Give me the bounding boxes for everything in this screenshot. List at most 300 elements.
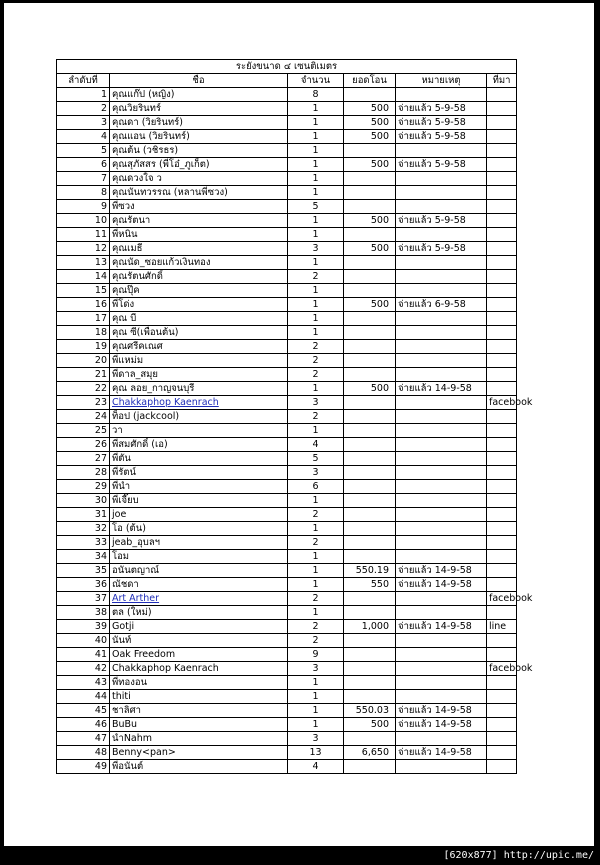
cell-no: 11 bbox=[57, 228, 110, 242]
cell-name: พี่หนิน bbox=[110, 228, 288, 242]
cell-source bbox=[487, 270, 517, 284]
cell-name: คุณนันทวรรณ (หลานพี่ซวง) bbox=[110, 186, 288, 200]
table-row bbox=[57, 662, 517, 676]
table-row bbox=[57, 410, 517, 424]
cell-qty: 1 bbox=[288, 284, 344, 298]
table-row bbox=[57, 634, 517, 648]
cell-qty: 3 bbox=[288, 396, 344, 410]
cell-no: 39 bbox=[57, 620, 110, 634]
table-row bbox=[57, 732, 517, 746]
cell-name: คุณแอน (วิยรินทร์) bbox=[110, 130, 288, 144]
cell-name: ณัชดา bbox=[110, 578, 288, 592]
table-row bbox=[57, 242, 517, 256]
header-amount: ยอดโอน bbox=[344, 74, 396, 88]
header-note: หมายเหตุ bbox=[396, 74, 487, 88]
cell-qty: 1 bbox=[288, 158, 344, 172]
cell-no: 45 bbox=[57, 704, 110, 718]
cell-name: พี่สมศักดิ์ (เอ) bbox=[110, 438, 288, 452]
cell-amount: 500 bbox=[344, 116, 396, 130]
cell-name: นันท์ bbox=[110, 634, 288, 648]
table-row bbox=[57, 606, 517, 620]
profile-link[interactable]: Chakkaphop Kaenrach bbox=[112, 397, 219, 408]
cell-source bbox=[487, 298, 517, 312]
cell-note bbox=[396, 438, 487, 452]
cell-no: 25 bbox=[57, 424, 110, 438]
cell-note bbox=[396, 340, 487, 354]
cell-note: จ่ายแล้ว 5-9-58 bbox=[396, 158, 487, 172]
cell-amount: 500 bbox=[344, 102, 396, 116]
cell-qty: 1 bbox=[288, 578, 344, 592]
cell-amount bbox=[344, 634, 396, 648]
cell-no: 8 bbox=[57, 186, 110, 200]
cell-no: 21 bbox=[57, 368, 110, 382]
cell-amount bbox=[344, 606, 396, 620]
cell-amount bbox=[344, 354, 396, 368]
cell-note bbox=[396, 144, 487, 158]
table-row bbox=[57, 578, 517, 592]
cell-qty: 2 bbox=[288, 592, 344, 606]
cell-no: 4 bbox=[57, 130, 110, 144]
cell-no: 48 bbox=[57, 746, 110, 760]
cell-amount bbox=[344, 172, 396, 186]
header-name: ชื่อ bbox=[110, 74, 288, 88]
cell-source bbox=[487, 718, 517, 732]
cell-name: โอ (ต้น) bbox=[110, 522, 288, 536]
cell-qty: 1 bbox=[288, 186, 344, 200]
cell-note bbox=[396, 732, 487, 746]
cell-source bbox=[487, 326, 517, 340]
cell-no: 43 bbox=[57, 676, 110, 690]
cell-source bbox=[487, 452, 517, 466]
cell-name: คุณปุ๊ค bbox=[110, 284, 288, 298]
cell-source bbox=[487, 410, 517, 424]
cell-name: jeab_อุบลฯ bbox=[110, 536, 288, 550]
cell-name: คุณรัตนา bbox=[110, 214, 288, 228]
cell-name: พี่เจี๊ยบ bbox=[110, 494, 288, 508]
cell-qty: 4 bbox=[288, 760, 344, 774]
table-row bbox=[57, 424, 517, 438]
cell-qty: 2 bbox=[288, 368, 344, 382]
cell-no: 16 bbox=[57, 298, 110, 312]
cell-amount bbox=[344, 522, 396, 536]
cell-no: 30 bbox=[57, 494, 110, 508]
cell-source bbox=[487, 480, 517, 494]
cell-amount bbox=[344, 284, 396, 298]
cell-name: คุณแก๊ป (หญิง) bbox=[110, 88, 288, 102]
cell-no: 3 bbox=[57, 116, 110, 130]
cell-source bbox=[487, 578, 517, 592]
cell-note: จ่ายแล้ว 14-9-58 bbox=[396, 564, 487, 578]
cell-name: คุณดา (วิยรินทร์) bbox=[110, 116, 288, 130]
cell-amount: 500 bbox=[344, 382, 396, 396]
cell-note bbox=[396, 648, 487, 662]
cell-note bbox=[396, 326, 487, 340]
spreadsheet bbox=[56, 59, 533, 774]
cell-amount: 500 bbox=[344, 718, 396, 732]
header-qty: จำนวน bbox=[288, 74, 344, 88]
cell-name: โอม bbox=[110, 550, 288, 564]
cell-amount bbox=[344, 88, 396, 102]
cell-name[interactable] bbox=[110, 396, 288, 410]
cell-name: วา bbox=[110, 424, 288, 438]
cell-source bbox=[487, 438, 517, 452]
cell-amount bbox=[344, 410, 396, 424]
cell-qty: 1 bbox=[288, 144, 344, 158]
table-row bbox=[57, 676, 517, 690]
table-row bbox=[57, 620, 517, 634]
cell-source bbox=[487, 102, 517, 116]
cell-note bbox=[396, 424, 487, 438]
cell-note: จ่ายแล้ว 5-9-58 bbox=[396, 242, 487, 256]
cell-no: 46 bbox=[57, 718, 110, 732]
cell-name: นำNahm bbox=[110, 732, 288, 746]
cell-source bbox=[487, 606, 517, 620]
cell-no: 42 bbox=[57, 662, 110, 676]
cell-note bbox=[396, 172, 487, 186]
cell-amount bbox=[344, 480, 396, 494]
cell-name: พี่ซวง bbox=[110, 200, 288, 214]
cell-name: คุณสุภัสสร (พี่โอ๋_ภูเก็ต) bbox=[110, 158, 288, 172]
cell-no: 36 bbox=[57, 578, 110, 592]
cell-amount bbox=[344, 144, 396, 158]
cell-qty: 3 bbox=[288, 662, 344, 676]
cell-qty: 3 bbox=[288, 466, 344, 480]
cell-source bbox=[487, 634, 517, 648]
cell-qty: 2 bbox=[288, 620, 344, 634]
cell-note bbox=[396, 592, 487, 606]
cell-source bbox=[487, 354, 517, 368]
table-row bbox=[57, 214, 517, 228]
cell-amount bbox=[344, 326, 396, 340]
cell-qty: 1 bbox=[288, 606, 344, 620]
cell-no: 44 bbox=[57, 690, 110, 704]
cell-no: 1 bbox=[57, 88, 110, 102]
cell-qty: 3 bbox=[288, 732, 344, 746]
cell-name: พี่รัตน์ bbox=[110, 466, 288, 480]
cell-amount: 500 bbox=[344, 214, 396, 228]
cell-note bbox=[396, 312, 487, 326]
cell-source bbox=[487, 368, 517, 382]
cell-note: จ่ายแล้ว 14-9-58 bbox=[396, 718, 487, 732]
cell-name: พี่ตัน bbox=[110, 452, 288, 466]
table-row bbox=[57, 256, 517, 270]
cell-no: 28 bbox=[57, 466, 110, 480]
cell-qty: 13 bbox=[288, 746, 344, 760]
cell-no: 2 bbox=[57, 102, 110, 116]
cell-amount bbox=[344, 536, 396, 550]
cell-qty: 4 bbox=[288, 438, 344, 452]
cell-qty: 1 bbox=[288, 564, 344, 578]
cell-note bbox=[396, 410, 487, 424]
cell-note: จ่ายแล้ว 14-9-58 bbox=[396, 620, 487, 634]
cell-amount: 500 bbox=[344, 130, 396, 144]
cell-source: facebook bbox=[487, 396, 517, 410]
cell-no: 35 bbox=[57, 564, 110, 578]
cell-note: จ่ายแล้ว 14-9-58 bbox=[396, 704, 487, 718]
cell-no: 13 bbox=[57, 256, 110, 270]
cell-name: คุณวิยรินทร์ bbox=[110, 102, 288, 116]
cell-name: คุณดวงใจ ว bbox=[110, 172, 288, 186]
table-row bbox=[57, 452, 517, 466]
cell-qty: 2 bbox=[288, 410, 344, 424]
cell-source bbox=[487, 536, 517, 550]
cell-note bbox=[396, 368, 487, 382]
cell-qty: 2 bbox=[288, 508, 344, 522]
cell-note bbox=[396, 606, 487, 620]
table-row bbox=[57, 354, 517, 368]
cell-no: 29 bbox=[57, 480, 110, 494]
table-row bbox=[57, 228, 517, 242]
cell-qty: 2 bbox=[288, 340, 344, 354]
table-row bbox=[57, 494, 517, 508]
cell-name: Oak Freedom bbox=[110, 648, 288, 662]
order-table bbox=[56, 59, 533, 774]
cell-note: จ่ายแล้ว 14-9-58 bbox=[396, 382, 487, 396]
cell-amount: 550 bbox=[344, 578, 396, 592]
cell-source bbox=[487, 466, 517, 480]
cell-name: พี่ทองอน bbox=[110, 676, 288, 690]
cell-name: ชาลิศา bbox=[110, 704, 288, 718]
cell-amount: 500 bbox=[344, 242, 396, 256]
cell-no: 10 bbox=[57, 214, 110, 228]
cell-amount bbox=[344, 662, 396, 676]
table-row bbox=[57, 200, 517, 214]
table-row bbox=[57, 88, 517, 102]
cell-note bbox=[396, 354, 487, 368]
cell-note: จ่ายแล้ว 6-9-58 bbox=[396, 298, 487, 312]
table-row bbox=[57, 298, 517, 312]
cell-note bbox=[396, 494, 487, 508]
cell-source bbox=[487, 746, 517, 760]
cell-source bbox=[487, 144, 517, 158]
cell-note bbox=[396, 200, 487, 214]
table-row bbox=[57, 270, 517, 284]
cell-amount bbox=[344, 466, 396, 480]
header-no: ลำดับที่ bbox=[57, 74, 110, 88]
cell-amount bbox=[344, 270, 396, 284]
cell-name: joe bbox=[110, 508, 288, 522]
cell-source bbox=[487, 508, 517, 522]
cell-qty: 5 bbox=[288, 200, 344, 214]
table-row bbox=[57, 536, 517, 550]
cell-note bbox=[396, 396, 487, 410]
cell-note bbox=[396, 186, 487, 200]
cell-no: 38 bbox=[57, 606, 110, 620]
cell-source bbox=[487, 676, 517, 690]
cell-note bbox=[396, 270, 487, 284]
table-row bbox=[57, 508, 517, 522]
cell-qty: 5 bbox=[288, 452, 344, 466]
cell-no: 27 bbox=[57, 452, 110, 466]
cell-amount bbox=[344, 340, 396, 354]
table-row bbox=[57, 648, 517, 662]
cell-source bbox=[487, 256, 517, 270]
cell-qty: 1 bbox=[288, 522, 344, 536]
cell-note bbox=[396, 760, 487, 774]
cell-source: facebook bbox=[487, 592, 517, 606]
table-row bbox=[57, 592, 517, 606]
cell-no: 33 bbox=[57, 536, 110, 550]
cell-qty: 1 bbox=[288, 676, 344, 690]
cell-no: 18 bbox=[57, 326, 110, 340]
cell-no: 23 bbox=[57, 396, 110, 410]
cell-name: Benny<pan> bbox=[110, 746, 288, 760]
cell-name: พี่นำ bbox=[110, 480, 288, 494]
cell-name[interactable] bbox=[110, 592, 288, 606]
cell-amount bbox=[344, 550, 396, 564]
profile-link[interactable]: Art Arther bbox=[112, 593, 160, 604]
cell-amount: 500 bbox=[344, 298, 396, 312]
table-row bbox=[57, 746, 517, 760]
cell-qty: 2 bbox=[288, 270, 344, 284]
cell-name: คุณรัตนศักดิ์ bbox=[110, 270, 288, 284]
cell-qty: 2 bbox=[288, 536, 344, 550]
cell-source bbox=[487, 424, 517, 438]
cell-qty: 1 bbox=[288, 704, 344, 718]
cell-qty: 2 bbox=[288, 634, 344, 648]
cell-no: 26 bbox=[57, 438, 110, 452]
sheet-title: ระยังขนาด ๔ เซนติเมตร bbox=[57, 60, 517, 74]
cell-name: พี่แหม่ม bbox=[110, 354, 288, 368]
header-row bbox=[57, 74, 517, 88]
cell-amount bbox=[344, 256, 396, 270]
cell-amount bbox=[344, 690, 396, 704]
table-row bbox=[57, 102, 517, 116]
cell-name: ท็อป (jackcool) bbox=[110, 410, 288, 424]
cell-source bbox=[487, 690, 517, 704]
cell-amount: 500 bbox=[344, 158, 396, 172]
cell-qty: 2 bbox=[288, 354, 344, 368]
table-row bbox=[57, 760, 517, 774]
cell-name: Chakkaphop Kaenrach bbox=[110, 662, 288, 676]
cell-qty: 3 bbox=[288, 242, 344, 256]
table-row bbox=[57, 186, 517, 200]
cell-no: 40 bbox=[57, 634, 110, 648]
table-row bbox=[57, 438, 517, 452]
cell-qty: 1 bbox=[288, 102, 344, 116]
table-row bbox=[57, 480, 517, 494]
cell-no: 17 bbox=[57, 312, 110, 326]
cell-qty: 1 bbox=[288, 130, 344, 144]
cell-source bbox=[487, 242, 517, 256]
table-row bbox=[57, 704, 517, 718]
cell-source bbox=[487, 494, 517, 508]
cell-amount bbox=[344, 186, 396, 200]
cell-amount: 550.03 bbox=[344, 704, 396, 718]
cell-source bbox=[487, 228, 517, 242]
cell-source: line bbox=[487, 620, 517, 634]
image-host-footer: [620x877] http://upic.me/ bbox=[443, 850, 594, 861]
cell-qty: 1 bbox=[288, 424, 344, 438]
cell-source bbox=[487, 760, 517, 774]
cell-source bbox=[487, 116, 517, 130]
cell-name: อนันตญาณ์ bbox=[110, 564, 288, 578]
cell-note: จ่ายแล้ว 5-9-58 bbox=[396, 214, 487, 228]
cell-amount bbox=[344, 732, 396, 746]
table-row bbox=[57, 284, 517, 298]
cell-name: BuBu bbox=[110, 718, 288, 732]
cell-qty: 1 bbox=[288, 172, 344, 186]
cell-amount: 550.19 bbox=[344, 564, 396, 578]
table-row bbox=[57, 718, 517, 732]
cell-source bbox=[487, 200, 517, 214]
cell-amount bbox=[344, 438, 396, 452]
cell-source bbox=[487, 732, 517, 746]
cell-amount bbox=[344, 494, 396, 508]
cell-no: 12 bbox=[57, 242, 110, 256]
cell-amount bbox=[344, 508, 396, 522]
cell-name: พี่โด่ง bbox=[110, 298, 288, 312]
cell-amount bbox=[344, 760, 396, 774]
cell-no: 24 bbox=[57, 410, 110, 424]
cell-no: 15 bbox=[57, 284, 110, 298]
table-row bbox=[57, 368, 517, 382]
cell-note: จ่ายแล้ว 5-9-58 bbox=[396, 102, 487, 116]
table-row bbox=[57, 690, 517, 704]
cell-no: 9 bbox=[57, 200, 110, 214]
cell-note bbox=[396, 634, 487, 648]
cell-no: 49 bbox=[57, 760, 110, 774]
cell-qty: 1 bbox=[288, 718, 344, 732]
cell-amount bbox=[344, 368, 396, 382]
header-source: ที่มา bbox=[487, 74, 517, 88]
cell-note bbox=[396, 452, 487, 466]
cell-source bbox=[487, 648, 517, 662]
cell-qty: 1 bbox=[288, 298, 344, 312]
table-row bbox=[57, 382, 517, 396]
cell-note: จ่ายแล้ว 5-9-58 bbox=[396, 116, 487, 130]
table-row bbox=[57, 158, 517, 172]
cell-name: คุณ ซี(เพื่อนต้น) bbox=[110, 326, 288, 340]
cell-note: จ่ายแล้ว 5-9-58 bbox=[396, 130, 487, 144]
cell-note bbox=[396, 228, 487, 242]
cell-no: 22 bbox=[57, 382, 110, 396]
cell-amount bbox=[344, 592, 396, 606]
cell-qty: 1 bbox=[288, 214, 344, 228]
table-row bbox=[57, 326, 517, 340]
table-row bbox=[57, 340, 517, 354]
cell-qty: 1 bbox=[288, 228, 344, 242]
table-row bbox=[57, 312, 517, 326]
cell-source bbox=[487, 214, 517, 228]
table-row bbox=[57, 564, 517, 578]
cell-source bbox=[487, 186, 517, 200]
cell-no: 20 bbox=[57, 354, 110, 368]
cell-note bbox=[396, 480, 487, 494]
cell-qty: 1 bbox=[288, 550, 344, 564]
cell-no: 5 bbox=[57, 144, 110, 158]
cell-note bbox=[396, 690, 487, 704]
cell-amount bbox=[344, 228, 396, 242]
cell-name: พี่อนันต์ bbox=[110, 760, 288, 774]
cell-source bbox=[487, 522, 517, 536]
cell-note bbox=[396, 284, 487, 298]
cell-no: 47 bbox=[57, 732, 110, 746]
cell-source bbox=[487, 130, 517, 144]
document-page bbox=[4, 3, 594, 846]
table-row bbox=[57, 466, 517, 480]
cell-amount: 6,650 bbox=[344, 746, 396, 760]
cell-note: จ่ายแล้ว 14-9-58 bbox=[396, 578, 487, 592]
cell-no: 32 bbox=[57, 522, 110, 536]
cell-source bbox=[487, 312, 517, 326]
cell-name: พี่ดาล_สมุย bbox=[110, 368, 288, 382]
cell-qty: 9 bbox=[288, 648, 344, 662]
cell-qty: 1 bbox=[288, 116, 344, 130]
cell-no: 34 bbox=[57, 550, 110, 564]
cell-note bbox=[396, 550, 487, 564]
cell-source bbox=[487, 550, 517, 564]
